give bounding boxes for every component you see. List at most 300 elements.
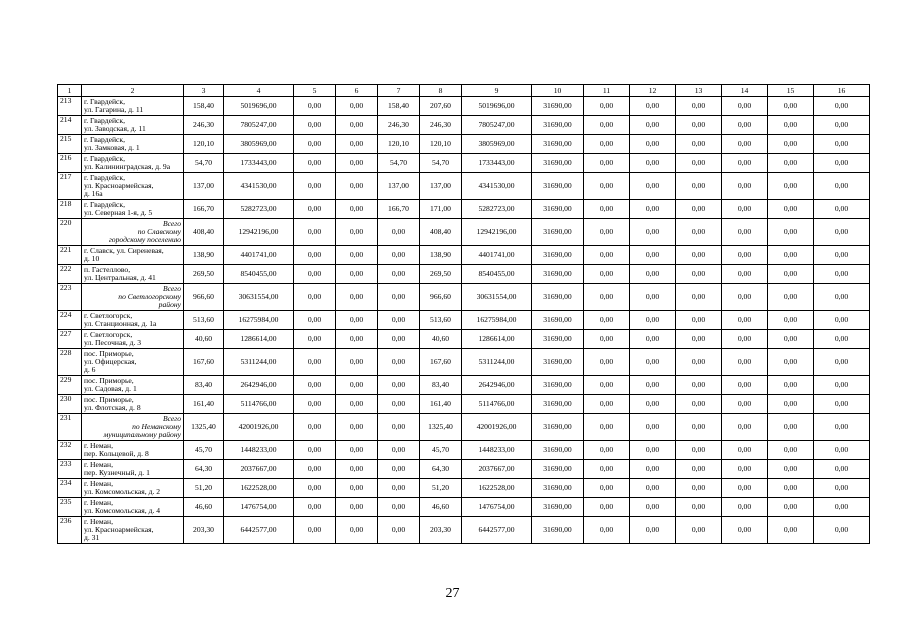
value-cell: 0,00: [584, 330, 630, 349]
address-cell: г. Неман, ул. Комсомольская, д. 4: [82, 498, 184, 517]
value-cell: 0,00: [814, 414, 870, 441]
value-cell: 0,00: [676, 349, 722, 376]
table-row: [58, 154, 870, 173]
value-cell: 203,30: [420, 517, 462, 544]
column-header-8: 8: [420, 85, 462, 97]
value-cell: 40,60: [184, 330, 224, 349]
value-cell: 171,00: [420, 200, 462, 219]
value-cell: 0,00: [584, 517, 630, 544]
value-cell: 0,00: [378, 284, 420, 311]
row-index-cell: 231: [58, 414, 82, 441]
value-cell: 0,00: [584, 265, 630, 284]
value-cell: 0,00: [630, 154, 676, 173]
value-cell: 0,00: [630, 349, 676, 376]
page-number: 27: [445, 586, 460, 601]
row-index-cell: 216: [58, 154, 82, 173]
value-cell: 0,00: [630, 97, 676, 116]
address-cell: г. Гвардейск, ул. Замковая, д. 1: [82, 135, 184, 154]
value-cell: 0,00: [584, 395, 630, 414]
value-cell: 0,00: [584, 498, 630, 517]
value-cell: 966,60: [420, 284, 462, 311]
table-row: [58, 376, 870, 395]
value-cell: 0,00: [294, 200, 336, 219]
value-cell: 0,00: [768, 479, 814, 498]
value-cell: 0,00: [294, 414, 336, 441]
row-index-cell: 236: [58, 517, 82, 544]
value-cell: 0,00: [768, 498, 814, 517]
value-cell: 1286614,00: [224, 330, 294, 349]
row-index-cell: 235: [58, 498, 82, 517]
value-cell: 0,00: [768, 200, 814, 219]
value-cell: 0,00: [722, 349, 768, 376]
column-header-16: 16: [814, 85, 870, 97]
address-cell: г. Светлогорск, ул. Песочная, д. 3: [82, 330, 184, 349]
value-cell: 0,00: [336, 517, 378, 544]
value-cell: 167,60: [420, 349, 462, 376]
value-cell: 166,70: [184, 200, 224, 219]
row-index-cell: 214: [58, 116, 82, 135]
value-cell: 0,00: [768, 517, 814, 544]
column-header-3: 3: [184, 85, 224, 97]
value-cell: 0,00: [294, 517, 336, 544]
value-cell: 0,00: [378, 414, 420, 441]
value-cell: 0,00: [378, 498, 420, 517]
value-cell: 0,00: [768, 97, 814, 116]
value-cell: 246,30: [420, 116, 462, 135]
value-cell: 0,00: [722, 116, 768, 135]
address-cell: Всего по Славскому городскому поселению: [82, 219, 184, 246]
value-cell: 0,00: [768, 135, 814, 154]
value-cell: 0,00: [294, 395, 336, 414]
value-cell: 45,70: [420, 441, 462, 460]
value-cell: 0,00: [676, 479, 722, 498]
address-cell: г. Гвардейск, ул. Заводская, д. 11: [82, 116, 184, 135]
value-cell: 0,00: [676, 116, 722, 135]
table-row: [58, 200, 870, 219]
value-cell: 54,70: [378, 154, 420, 173]
row-index-cell: 234: [58, 479, 82, 498]
table-row: [58, 97, 870, 116]
value-cell: 31690,00: [532, 517, 584, 544]
value-cell: 0,00: [814, 330, 870, 349]
value-cell: 31690,00: [532, 246, 584, 265]
value-cell: 0,00: [676, 441, 722, 460]
value-cell: 0,00: [676, 498, 722, 517]
value-cell: 0,00: [336, 498, 378, 517]
value-cell: 0,00: [814, 154, 870, 173]
value-cell: 0,00: [378, 460, 420, 479]
value-cell: 0,00: [722, 200, 768, 219]
value-cell: 0,00: [814, 219, 870, 246]
value-cell: 16275984,00: [224, 311, 294, 330]
value-cell: 0,00: [336, 200, 378, 219]
value-cell: 0,00: [722, 479, 768, 498]
value-cell: 0,00: [294, 265, 336, 284]
row-index-cell: 217: [58, 173, 82, 200]
value-cell: 31690,00: [532, 460, 584, 479]
value-cell: 1733443,00: [224, 154, 294, 173]
value-cell: 0,00: [768, 154, 814, 173]
value-cell: 1476754,00: [462, 498, 532, 517]
column-header-14: 14: [722, 85, 768, 97]
address-cell: пос. Приморье, ул. Офицерская, д. 6: [82, 349, 184, 376]
value-cell: 966,60: [184, 284, 224, 311]
value-cell: 0,00: [676, 97, 722, 116]
row-index-cell: 224: [58, 311, 82, 330]
address-cell: г. Гвардейск, ул. Северная 1-я, д. 5: [82, 200, 184, 219]
table-row-total: [58, 219, 870, 246]
value-cell: 0,00: [676, 376, 722, 395]
value-cell: 2642946,00: [462, 376, 532, 395]
value-cell: 0,00: [336, 284, 378, 311]
value-cell: 51,20: [420, 479, 462, 498]
value-cell: 0,00: [336, 460, 378, 479]
value-cell: 31690,00: [532, 479, 584, 498]
value-cell: 46,60: [184, 498, 224, 517]
value-cell: 0,00: [378, 246, 420, 265]
value-cell: 246,30: [378, 116, 420, 135]
value-cell: 0,00: [584, 460, 630, 479]
value-cell: 0,00: [676, 200, 722, 219]
address-cell: г. Неман, ул. Комсомольская, д. 2: [82, 479, 184, 498]
value-cell: 120,10: [378, 135, 420, 154]
value-cell: 5114766,00: [224, 395, 294, 414]
value-cell: 0,00: [814, 349, 870, 376]
value-cell: 3805969,00: [462, 135, 532, 154]
value-cell: 0,00: [630, 219, 676, 246]
value-cell: 8540455,00: [462, 265, 532, 284]
value-cell: 1733443,00: [462, 154, 532, 173]
value-cell: 0,00: [630, 441, 676, 460]
value-cell: 0,00: [584, 219, 630, 246]
value-cell: 83,40: [184, 376, 224, 395]
value-cell: 0,00: [722, 219, 768, 246]
value-cell: 0,00: [814, 517, 870, 544]
column-header-11: 11: [584, 85, 630, 97]
row-index-cell: 218: [58, 200, 82, 219]
address-cell: г. Светлогорск, ул. Станционная, д. 1а: [82, 311, 184, 330]
value-cell: 1622528,00: [462, 479, 532, 498]
value-cell: 269,50: [420, 265, 462, 284]
value-cell: 4341530,00: [462, 173, 532, 200]
value-cell: 0,00: [294, 311, 336, 330]
value-cell: 0,00: [584, 173, 630, 200]
value-cell: 0,00: [768, 116, 814, 135]
column-header-13: 13: [676, 85, 722, 97]
column-header-2: 2: [82, 85, 184, 97]
value-cell: 0,00: [336, 265, 378, 284]
value-cell: 0,00: [336, 376, 378, 395]
value-cell: 0,00: [768, 376, 814, 395]
value-cell: 0,00: [814, 498, 870, 517]
value-cell: 2037667,00: [462, 460, 532, 479]
value-cell: 0,00: [814, 479, 870, 498]
value-cell: 1622528,00: [224, 479, 294, 498]
value-cell: 0,00: [722, 135, 768, 154]
value-cell: 0,00: [676, 414, 722, 441]
value-cell: 158,40: [184, 97, 224, 116]
value-cell: 0,00: [294, 135, 336, 154]
table-row: [58, 349, 870, 376]
value-cell: 0,00: [336, 479, 378, 498]
value-cell: 0,00: [630, 116, 676, 135]
value-cell: 0,00: [722, 441, 768, 460]
row-index-cell: 232: [58, 441, 82, 460]
value-cell: 42001926,00: [224, 414, 294, 441]
value-cell: 0,00: [294, 460, 336, 479]
value-cell: 0,00: [630, 460, 676, 479]
value-cell: 0,00: [378, 441, 420, 460]
value-cell: 0,00: [676, 517, 722, 544]
column-header-1: 1: [58, 85, 82, 97]
value-cell: 31690,00: [532, 311, 584, 330]
value-cell: 51,20: [184, 479, 224, 498]
value-cell: 0,00: [378, 395, 420, 414]
value-cell: 0,00: [676, 219, 722, 246]
value-cell: 0,00: [294, 349, 336, 376]
value-cell: 31690,00: [532, 154, 584, 173]
value-cell: 5282723,00: [224, 200, 294, 219]
value-cell: 0,00: [630, 311, 676, 330]
value-cell: 137,00: [378, 173, 420, 200]
row-index-cell: 233: [58, 460, 82, 479]
value-cell: 0,00: [336, 349, 378, 376]
value-cell: 0,00: [630, 246, 676, 265]
value-cell: 0,00: [630, 135, 676, 154]
value-cell: 5114766,00: [462, 395, 532, 414]
value-cell: 0,00: [630, 517, 676, 544]
value-cell: 0,00: [584, 116, 630, 135]
value-cell: 0,00: [378, 349, 420, 376]
value-cell: 4401741,00: [224, 246, 294, 265]
value-cell: 0,00: [768, 395, 814, 414]
value-cell: 0,00: [378, 330, 420, 349]
table-row: [58, 517, 870, 544]
value-cell: 0,00: [676, 284, 722, 311]
value-cell: 45,70: [184, 441, 224, 460]
address-cell: Всего по Неманскому муниципальному району: [82, 414, 184, 441]
value-cell: 0,00: [722, 517, 768, 544]
value-cell: 207,60: [420, 97, 462, 116]
value-cell: 1325,40: [420, 414, 462, 441]
value-cell: 0,00: [378, 479, 420, 498]
value-cell: 138,90: [420, 246, 462, 265]
value-cell: 0,00: [294, 219, 336, 246]
row-index-cell: 215: [58, 135, 82, 154]
value-cell: 0,00: [294, 498, 336, 517]
value-cell: 0,00: [294, 154, 336, 173]
column-header-7: 7: [378, 85, 420, 97]
value-cell: 0,00: [676, 330, 722, 349]
row-index-cell: 227: [58, 330, 82, 349]
value-cell: 0,00: [814, 200, 870, 219]
value-cell: 0,00: [814, 246, 870, 265]
row-index-cell: 213: [58, 97, 82, 116]
value-cell: 0,00: [584, 414, 630, 441]
table-row-total: [58, 284, 870, 311]
row-index-cell: 230: [58, 395, 82, 414]
value-cell: 0,00: [676, 246, 722, 265]
value-cell: 0,00: [722, 173, 768, 200]
value-cell: 64,30: [184, 460, 224, 479]
value-cell: 0,00: [294, 376, 336, 395]
value-cell: 0,00: [630, 284, 676, 311]
address-cell: п. Гастеллово, ул. Центральная, д. 41: [82, 265, 184, 284]
value-cell: 0,00: [336, 441, 378, 460]
value-cell: 0,00: [722, 460, 768, 479]
value-cell: 0,00: [294, 330, 336, 349]
value-cell: 0,00: [722, 154, 768, 173]
value-cell: 0,00: [336, 246, 378, 265]
value-cell: 2037667,00: [224, 460, 294, 479]
value-cell: 31690,00: [532, 498, 584, 517]
value-cell: 0,00: [676, 395, 722, 414]
value-cell: 0,00: [676, 265, 722, 284]
value-cell: 3805969,00: [224, 135, 294, 154]
value-cell: 0,00: [676, 173, 722, 200]
value-cell: 269,50: [184, 265, 224, 284]
address-cell: г. Неман, ул. Красноармейская, д. 31: [82, 517, 184, 544]
value-cell: 0,00: [722, 265, 768, 284]
data-table: [57, 84, 870, 544]
value-cell: 31690,00: [532, 441, 584, 460]
value-cell: 0,00: [814, 135, 870, 154]
row-index-cell: 222: [58, 265, 82, 284]
value-cell: 8540455,00: [224, 265, 294, 284]
address-cell: пос. Приморье, ул. Садовая, д. 1: [82, 376, 184, 395]
value-cell: 0,00: [630, 395, 676, 414]
value-cell: 30631554,00: [224, 284, 294, 311]
value-cell: 0,00: [814, 441, 870, 460]
value-cell: 0,00: [336, 173, 378, 200]
value-cell: 0,00: [294, 246, 336, 265]
value-cell: 42001926,00: [462, 414, 532, 441]
value-cell: 0,00: [676, 135, 722, 154]
value-cell: 0,00: [768, 173, 814, 200]
table-row: [58, 479, 870, 498]
value-cell: 54,70: [184, 154, 224, 173]
value-cell: 0,00: [676, 154, 722, 173]
value-cell: 0,00: [584, 200, 630, 219]
value-cell: 31690,00: [532, 200, 584, 219]
value-cell: 0,00: [294, 479, 336, 498]
value-cell: 408,40: [184, 219, 224, 246]
value-cell: 0,00: [722, 330, 768, 349]
value-cell: 0,00: [768, 349, 814, 376]
value-cell: 0,00: [768, 441, 814, 460]
address-cell: г. Неман, пер. Кузнечный, д. 1: [82, 460, 184, 479]
row-index-cell: 223: [58, 284, 82, 311]
table-row: [58, 395, 870, 414]
value-cell: 0,00: [584, 376, 630, 395]
value-cell: 1448233,00: [462, 441, 532, 460]
value-cell: 6442577,00: [462, 517, 532, 544]
row-index-cell: 221: [58, 246, 82, 265]
value-cell: 0,00: [378, 265, 420, 284]
value-cell: 0,00: [584, 284, 630, 311]
value-cell: 0,00: [814, 284, 870, 311]
value-cell: 158,40: [378, 97, 420, 116]
value-cell: 0,00: [336, 311, 378, 330]
address-cell: г. Гвардейск, ул. Гагарина, д. 11: [82, 97, 184, 116]
value-cell: 0,00: [814, 116, 870, 135]
value-cell: 0,00: [722, 284, 768, 311]
value-cell: 0,00: [294, 173, 336, 200]
value-cell: 0,00: [814, 311, 870, 330]
value-cell: 0,00: [676, 311, 722, 330]
value-cell: 161,40: [184, 395, 224, 414]
value-cell: 31690,00: [532, 265, 584, 284]
value-cell: 0,00: [676, 460, 722, 479]
value-cell: 0,00: [722, 97, 768, 116]
value-cell: 0,00: [294, 116, 336, 135]
value-cell: 0,00: [294, 441, 336, 460]
address-cell: г. Гвардейск, ул. Красноармейская, д. 16а: [82, 173, 184, 200]
value-cell: 5019696,00: [462, 97, 532, 116]
value-cell: 0,00: [814, 265, 870, 284]
value-cell: 46,60: [420, 498, 462, 517]
value-cell: 0,00: [584, 154, 630, 173]
value-cell: 0,00: [814, 376, 870, 395]
column-header-10: 10: [532, 85, 584, 97]
value-cell: 0,00: [584, 349, 630, 376]
table-header-row: [58, 85, 870, 97]
value-cell: 7805247,00: [224, 116, 294, 135]
value-cell: 31690,00: [532, 116, 584, 135]
column-header-6: 6: [336, 85, 378, 97]
address-cell: Всего по Светлогорскому району: [82, 284, 184, 311]
value-cell: 5311244,00: [224, 349, 294, 376]
row-index-cell: 228: [58, 349, 82, 376]
value-cell: 0,00: [336, 395, 378, 414]
address-cell: г. Гвардейск, ул. Калининградская, д. 9а: [82, 154, 184, 173]
value-cell: 246,30: [184, 116, 224, 135]
table-row: [58, 173, 870, 200]
value-cell: 513,60: [184, 311, 224, 330]
value-cell: 7805247,00: [462, 116, 532, 135]
value-cell: 0,00: [630, 330, 676, 349]
value-cell: 5282723,00: [462, 200, 532, 219]
value-cell: 408,40: [420, 219, 462, 246]
address-cell: г. Неман, пер. Кольцевой, д. 8: [82, 441, 184, 460]
value-cell: 0,00: [378, 219, 420, 246]
value-cell: 64,30: [420, 460, 462, 479]
table-row: [58, 311, 870, 330]
table-row: [58, 246, 870, 265]
value-cell: 120,10: [184, 135, 224, 154]
value-cell: 513,60: [420, 311, 462, 330]
value-cell: 1325,40: [184, 414, 224, 441]
value-cell: 0,00: [294, 97, 336, 116]
table-row-total: [58, 414, 870, 441]
value-cell: 120,10: [420, 135, 462, 154]
value-cell: 0,00: [768, 284, 814, 311]
value-cell: 0,00: [336, 414, 378, 441]
address-cell: г. Славск, ул. Сиреневая, д. 10: [82, 246, 184, 265]
value-cell: 0,00: [584, 135, 630, 154]
column-header-5: 5: [294, 85, 336, 97]
value-cell: 138,90: [184, 246, 224, 265]
value-cell: 167,60: [184, 349, 224, 376]
table-row: [58, 265, 870, 284]
value-cell: 31690,00: [532, 349, 584, 376]
row-index-cell: 229: [58, 376, 82, 395]
value-cell: 0,00: [722, 376, 768, 395]
value-cell: 31690,00: [532, 97, 584, 116]
value-cell: 30631554,00: [462, 284, 532, 311]
value-cell: 6442577,00: [224, 517, 294, 544]
value-cell: 31690,00: [532, 330, 584, 349]
